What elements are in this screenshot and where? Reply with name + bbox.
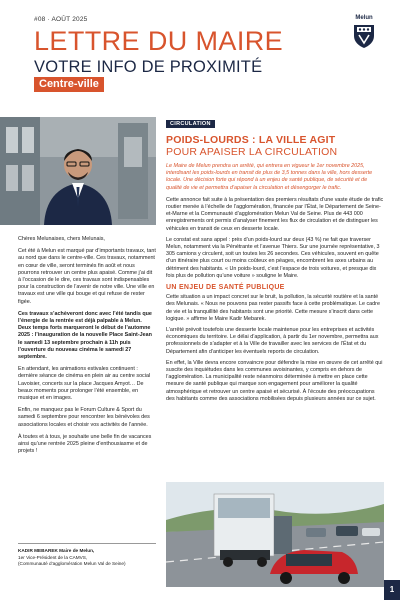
- city-logo: [350, 15, 378, 54]
- article-paragraph: Cette annonce fait suite à la présentation des premiers résultats d’une vaste étude de trafic routier menée à l’échelle de l’agglomération, financée par l’État, le Département de Seine-et-Marne et la Communauté d’agglomération Melun Val de Seine. Plus de 443 000 enregistrements ont permis d’analyser finement les flux de circulation et de distinguer les véhicules en transit de ceux en desserte locale.: [166, 196, 384, 232]
- district-badge: Centre-ville: [34, 77, 104, 92]
- newsletter-title: LETTRE DU MAIRE: [34, 26, 284, 56]
- page-number: 1: [384, 580, 400, 600]
- article-paragraph: Cette situation a un impact concret sur le bruit, la pollution, la sécurité routière et la santé des Melunais. « Nous ne pouvons pas rester passifs face à cette problématique. Le cadre de vie et la tranquillité des habitants sont une priorité. Cette mesure s’inscrit dans cette logique. » affirme le Maire Kadir Mebarek.: [166, 294, 380, 322]
- letter-paragraph: Cet été à Melun est marqué par d’importants travaux, tant au nord que dans le centre-ville. Ces travaux, notamment en cœur de ville, seront terminés fin août et nous pourrons retrouver un centre plus apaisé. Comme j’ai dit à l’occasion de le dire, ces travaux sont indispensables pour la construction de l’avenir de notre ville. Une ville en travaux est une ville qui bouge et qui refuse de rester figée.: [18, 248, 156, 305]
- letter-greeting: Chères Melunaises, chers Melunais,: [18, 236, 105, 242]
- article-paragraph: En effet, la Ville devra encore convaincre pour défendre la mise en œuvre de cet arrêté qui suscite des inquiétudes dans les communes avoisinantes, y compris en dehors de l’agglomération. La municipalité reste néanmoins déterminée à mettre en place cette mesure de santé publique qui marque son engagement pour améliorer la qualité atmosphérique et retrouver un centre apaisé et sécurisé. À l’écoute des préoccupations des habitants comme des associations mobilisées depuis plusieurs années sur ce sujet.: [166, 359, 383, 402]
- article: [166, 112, 384, 407]
- mayor-letter: [18, 236, 156, 460]
- letter-paragraph: Ces travaux s’achèveront donc avec l’été tandis que l’énergie de la rentrée est déjà palpable à Melun. Deux temps forts marqueront le début de l’automne 2025 : l’inauguration de la nouvelle Place Saint-Jean le samedi 13 septembre prochain à 11h puis l’ouverture du nouveau cinéma le samedi 27 septembre.: [18, 310, 152, 361]
- signature-org: (Communauté d’agglomération Melun Val de Seine): [18, 561, 126, 566]
- mayor-photo: [0, 117, 156, 225]
- section-tag: CIRCULATION: [166, 120, 215, 128]
- article-paragraph: Le constat est sans appel : près d’un poids-lourd sur deux (43 %) ne fait que traverser Melun, notamment via la Pénétrante et l’avenue Thiers. Sur une journée représentative, 3 305 camions y circulent, soit un toutes les 26 secondes. Ces véhicules, souvent en quête d’un itinéraire plus court ou moins coûteux en péages, encombrent les axes urbains au détriment des habitants. « Un poids-lourd, c’est l’espace de trois voitures, et presque dix fois plus de pollution qu’une voiture » souligne le Maire.: [166, 236, 380, 279]
- article-paragraph: L’arrêté prévoit toutefois une desserte locale maintenue pour les entreprises et activités économiques du territoire. Le délai d’application, à partir du 1er novembre, permettra aux professionnels de s’adapter et à la Ville de travailler avec les services de l’État et du Département afin d’anticiper les éventuels reports de circulation.: [166, 327, 379, 355]
- signature-role: 1er Vice-Président de la CAMVS,: [18, 554, 88, 560]
- letter-paragraph: Enfin, ne manquez pas le Forum Culture & Sport du samedi 6 septembre pour rencontrer les bénévoles des associations locales et choisir vos activités de l’année.: [18, 407, 150, 428]
- letter-paragraph: À toutes et à tous, je souhaite une belle fin de vacances ainsi qu’une rentrée 2025 pleine d’enthousiasme et de projets !: [18, 433, 152, 455]
- issue-label: #08 · AOÛT 2025: [34, 16, 88, 23]
- logo-label: Melun: [355, 15, 373, 21]
- article-lead: Le Maire de Melun prendra un arrêté, qui entrera en vigueur le 1er novembre 2025, interdisant les poids-lourds en transit de plus de 3,5 tonnes dans la ville, hors desserte locale. Une décision forte qui répond à un enjeu de santé publique, de sécurité et de qualité de vie et permettra d’apaiser la circulation et désengorger le trafic.: [166, 163, 373, 191]
- shield-icon: [352, 23, 376, 49]
- article-subhead: UN ENJEU DE SANTÉ PUBLIQUE: [166, 284, 285, 292]
- letter-paragraph: En attendant, les animations estivales continuent : dernière séance de cinéma en plein air au centre social Lavoisier, concerts sur la place Jacques Amyot… De beaux moments pour prolonger l’été ensemble, en musique et en images.: [18, 366, 151, 402]
- newsletter-subtitle: VOTRE INFO DE PROXIMITÉ: [34, 58, 263, 76]
- signature-block: [18, 543, 156, 568]
- article-title: POIDS-LOURDS : LA VILLE AGIT: [166, 134, 336, 146]
- article-body: [166, 197, 384, 403]
- article-subtitle: POUR APAISER LA CIRCULATION: [166, 146, 338, 158]
- traffic-photo: [166, 482, 384, 587]
- signature-name: KADIR MEBAREK Maire de Melun,: [18, 548, 95, 553]
